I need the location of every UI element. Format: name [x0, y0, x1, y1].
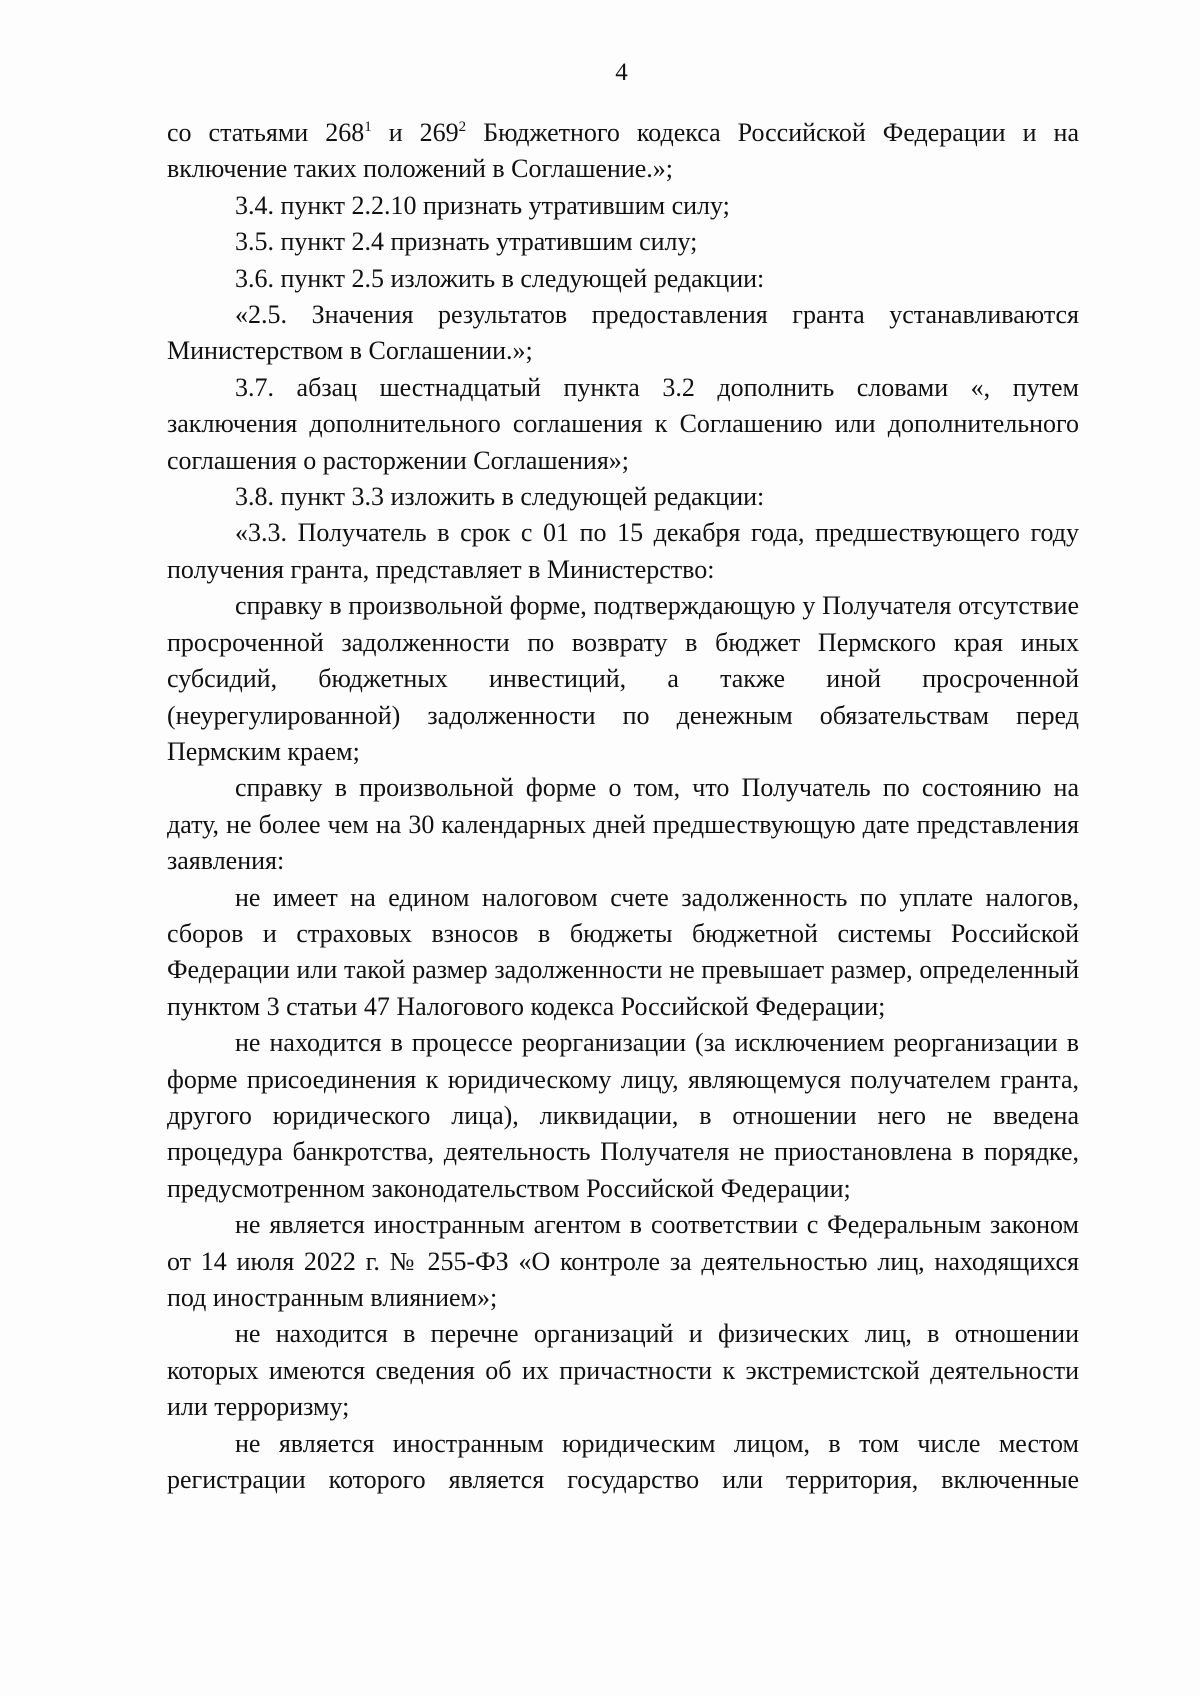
superscript: 1: [364, 119, 372, 135]
paragraph-text-part: Бюджетного кодекса Российской Федерации и на включение таких положений в Соглашение.»;: [167, 118, 1079, 184]
paragraph-foreign-entity: не является иностранным юридическим лицом, в том числе местом регистрации которого является государство или территория, включенные: [167, 1428, 1079, 1495]
paragraph-quote-2-5: «2.5. Значения результатов предоставления гранта устанавливаются Министерством в Соглашении.»;: [167, 300, 1079, 366]
paragraph-certificate-status: справку в произвольной форме о том, что Получатель по состоянию на дату, не более чем на 30 календарных дней предшествующую дате представления заявления:: [167, 773, 1079, 876]
paragraph-text-part: со статьями 268: [167, 118, 365, 147]
superscript: 2: [458, 119, 467, 135]
paragraph-item-3-8: 3.8. пункт 3.3 изложить в следующей редакции:: [235, 482, 765, 512]
paragraph-foreign-agent: не является иностранным агентом в соответствии с Федеральным законом от 14 июля 2022 г. № 255-ФЗ «О контроле за деятельностью лиц, находящихся под иностранным влиянием»;: [167, 1210, 1079, 1312]
paragraph-certificate-debt: справку в произвольной форме, подтверждающую у Получателя отсутствие просроченной задолженности по возврату в бюджет Пермского края иных субсидий, бюджетных инвестиций, а также иной просроченной (неурегулированной) задолженности по денежным обязательствам перед Пермским краем;: [167, 591, 1079, 766]
paragraph-tax-debt: не имеет на едином налоговом счете задолженность по уплате налогов, сборов и страховых взносов в бюджеты бюджетной системы Российской Федерации или такой размер задолженности не превышает размер, определенный пунктом 3 статьи 47 Налогового кодекса Российской Федерации;: [167, 882, 1079, 1021]
paragraph-item-3-5: 3.5. пункт 2.4 признать утратившим силу;: [235, 227, 698, 257]
paragraph-item-3-7: 3.7. абзац шестнадцатый пункта 3.2 дополнить словами «, путем заключения дополнительного соглашения к Соглашению или дополнительного соглашения о расторжении Соглашения»;: [167, 372, 1079, 475]
paragraph-item-3-4: 3.4. пункт 2.2.10 признать утратившим силу;: [235, 190, 730, 220]
document-body: [167, 115, 1079, 1498]
paragraph-item-3-6: 3.6. пункт 2.5 изложить в следующей редакции:: [235, 263, 765, 293]
paragraph-text-part: и 269: [371, 118, 459, 147]
paragraph-reorganization: не находится в процессе реорганизации (за исключением реорганизации в форме присоединения к юридическому лицу, являющемуся получателем гранта, другого юридического лица), ликвидации, в отношении него не введена процедура банкротства, деятельность Получателя не приостановлена в порядке, предусмотренном законодательством Российской Федерации;: [167, 1028, 1079, 1203]
paragraph-quote-3-3: «3.3. Получатель в срок с 01 по 15 декабря года, предшествующего году получения гранта, представляет в Министерство:: [167, 518, 1079, 584]
paragraph-continuation: [167, 115, 1079, 188]
page-number: 4: [615, 59, 628, 86]
paragraph-extremism-list: не находится в перечне организаций и физических лиц, в отношении которых имеются сведения об их причастности к экстремистской деятельности или терроризму;: [167, 1319, 1079, 1422]
